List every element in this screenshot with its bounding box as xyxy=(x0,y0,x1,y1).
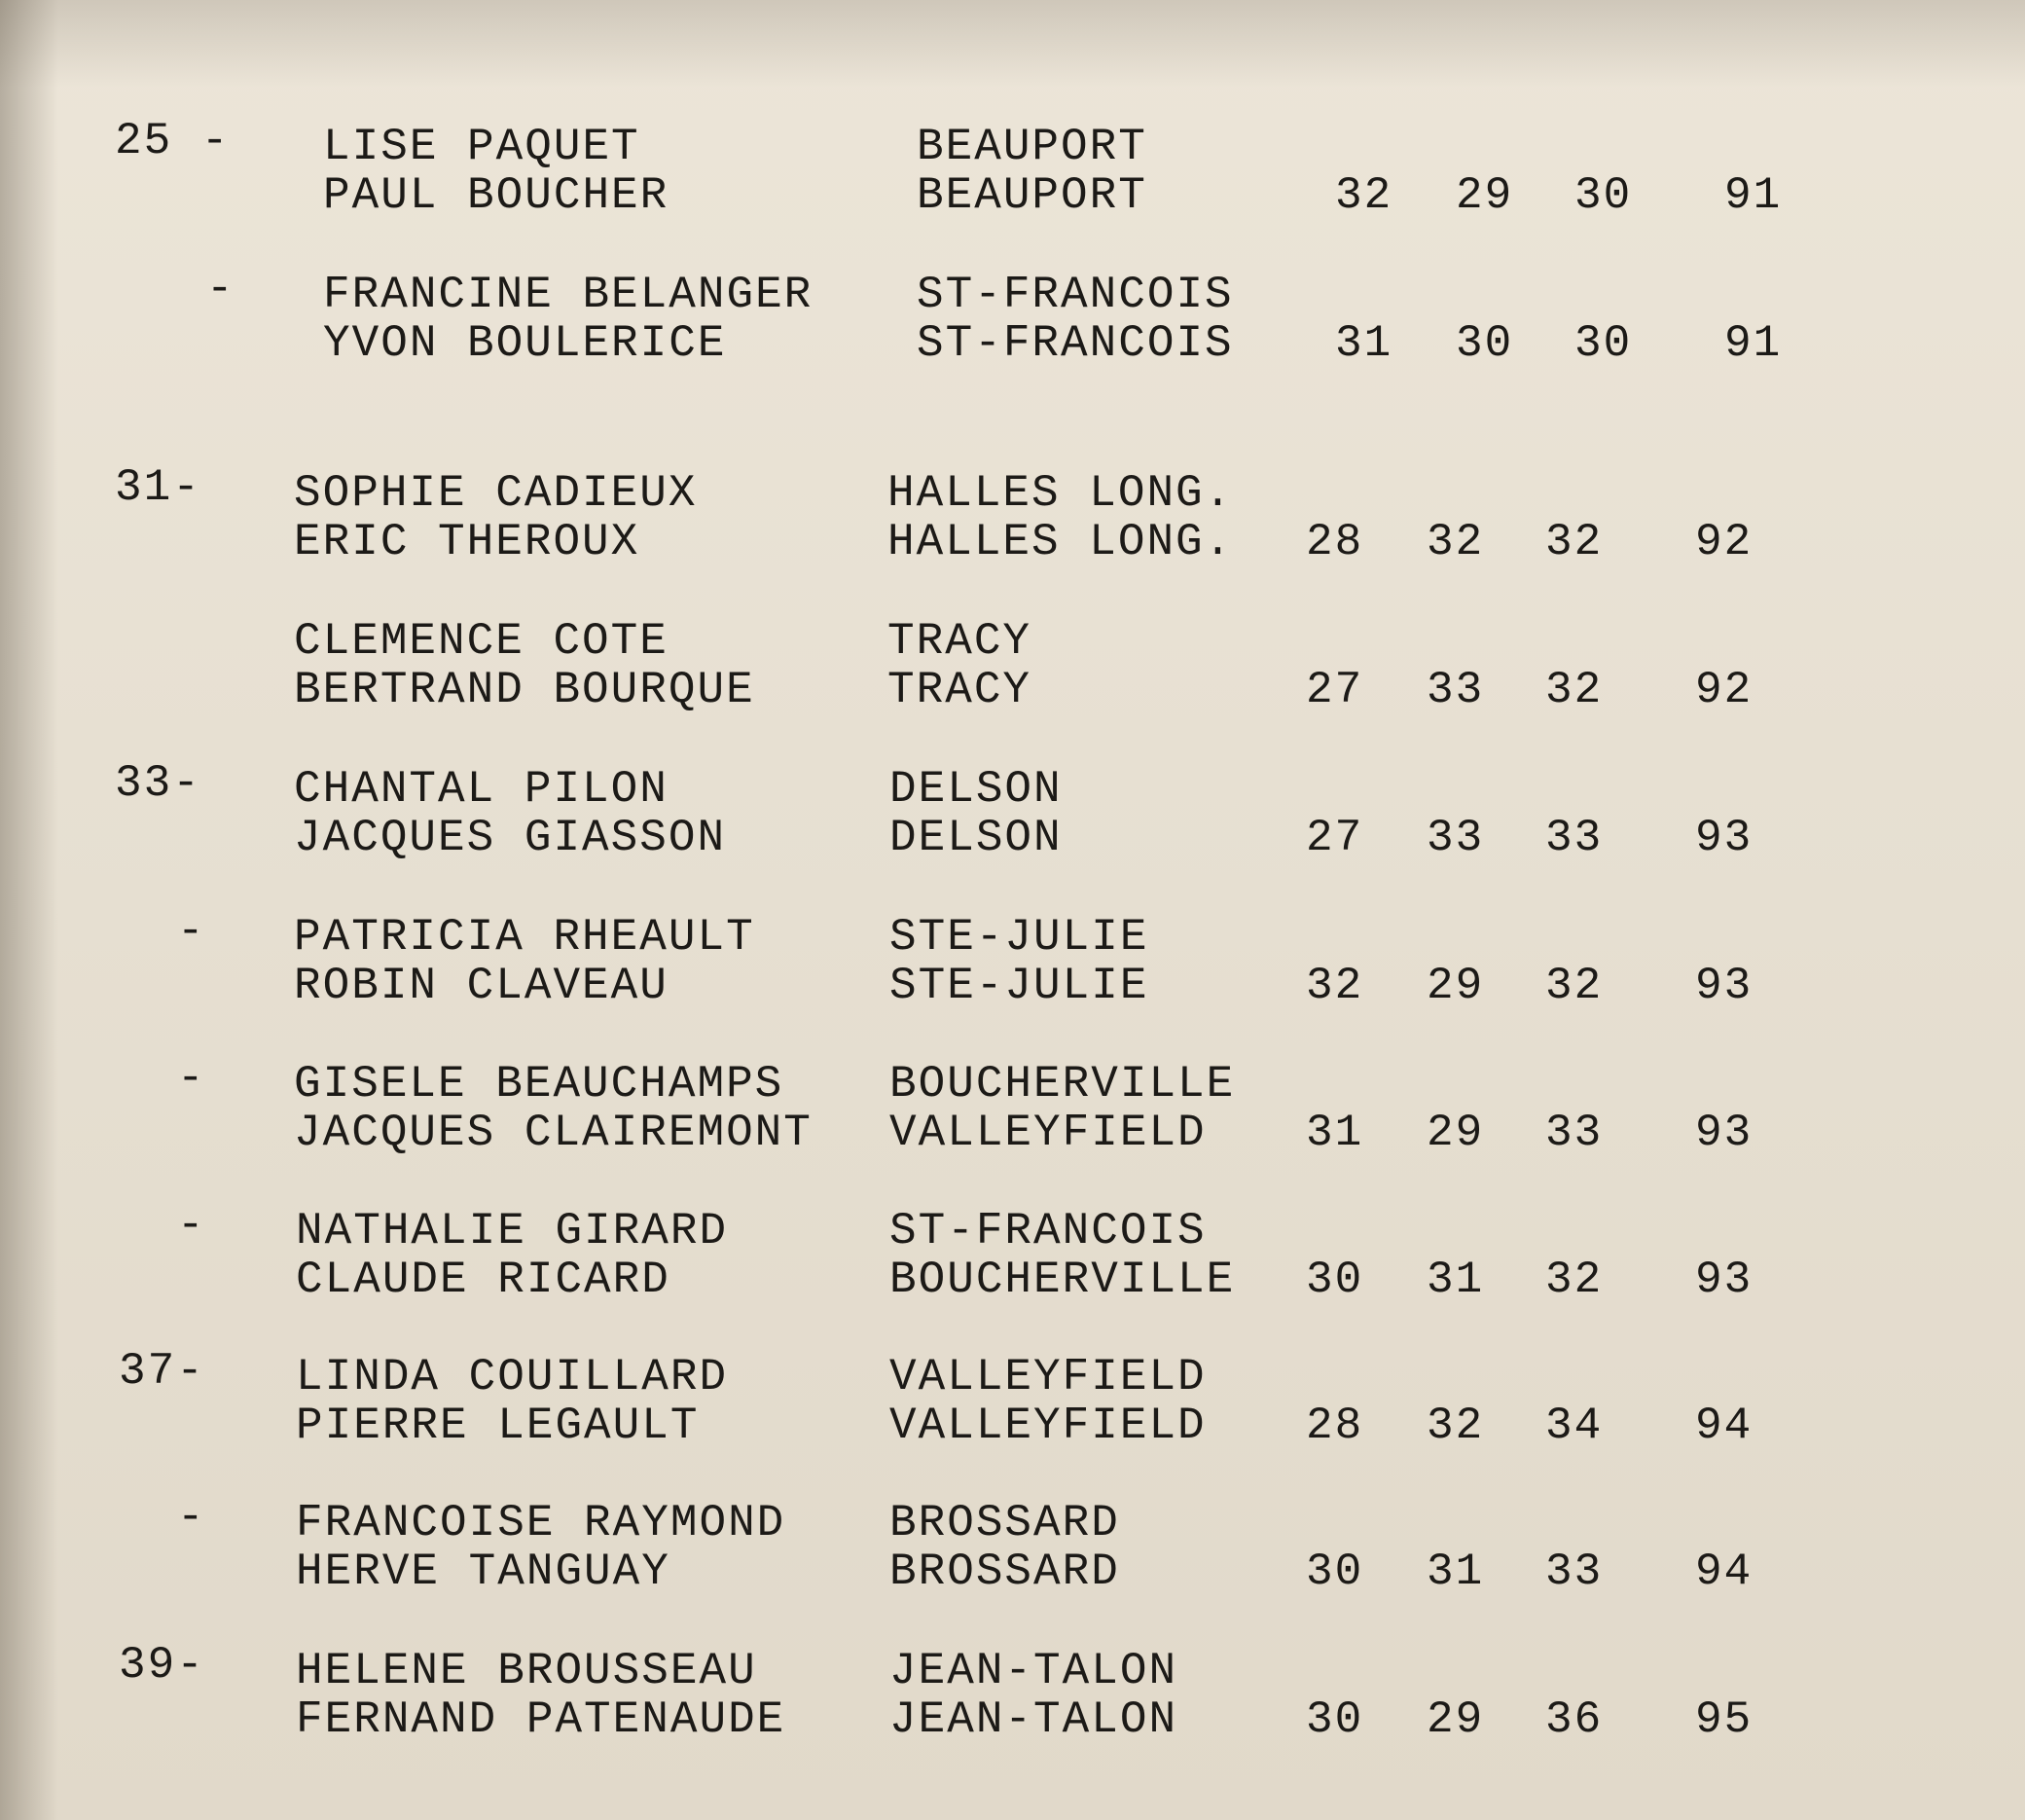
club-2: BROSSARD xyxy=(889,1547,1120,1597)
score-total: 93 xyxy=(1695,1255,1754,1305)
score-round-1: 32 xyxy=(1335,170,1393,221)
club-1: ST-FRANCOIS xyxy=(917,270,1234,320)
player-2: BERTRAND BOURQUE xyxy=(294,665,755,715)
score-round-1: 31 xyxy=(1306,1108,1364,1158)
score-round-3: 33 xyxy=(1545,1108,1604,1158)
score-round-2: 33 xyxy=(1427,813,1485,863)
score-round-1: 30 xyxy=(1306,1255,1364,1305)
rank: 37- xyxy=(119,1346,205,1397)
score-total: 92 xyxy=(1695,517,1754,567)
score-round-3: 32 xyxy=(1545,517,1604,567)
score-round-3: 33 xyxy=(1545,1547,1604,1597)
club-1: VALLEYFIELD xyxy=(889,1352,1207,1402)
result-row xyxy=(0,1201,2025,1308)
result-row xyxy=(0,1347,2025,1454)
player-2: ERIC THEROUX xyxy=(294,517,640,567)
club-2: TRACY xyxy=(887,665,1032,715)
score-total: 91 xyxy=(1724,318,1783,369)
rank: - xyxy=(177,1200,206,1251)
club-1: TRACY xyxy=(887,616,1032,667)
score-round-1: 28 xyxy=(1306,517,1364,567)
score-round-3: 30 xyxy=(1574,318,1633,369)
result-row xyxy=(0,759,2025,866)
player-1: NATHALIE GIRARD xyxy=(296,1206,729,1256)
score-round-2: 30 xyxy=(1456,318,1514,369)
club-2: STE-JULIE xyxy=(889,961,1149,1011)
club-2: VALLEYFIELD xyxy=(889,1108,1207,1158)
score-round-3: 32 xyxy=(1545,961,1604,1011)
club-2: DELSON xyxy=(889,813,1063,863)
score-total: 91 xyxy=(1724,170,1783,221)
rank: 31- xyxy=(115,462,201,513)
score-total: 95 xyxy=(1695,1694,1754,1745)
player-2: CLAUDE RICARD xyxy=(296,1255,670,1305)
score-round-2: 29 xyxy=(1427,1108,1485,1158)
player-2: PIERRE LEGAULT xyxy=(296,1401,700,1451)
club-1: HALLES LONG. xyxy=(887,468,1234,519)
rank: 25 - xyxy=(115,116,231,166)
player-1: HELENE BROUSSEAU xyxy=(296,1646,757,1696)
score-round-1: 30 xyxy=(1306,1547,1364,1597)
player-1: LISE PAQUET xyxy=(323,122,640,172)
club-2: ST-FRANCOIS xyxy=(917,318,1234,369)
score-total: 93 xyxy=(1695,961,1754,1011)
club-1: ST-FRANCOIS xyxy=(889,1206,1207,1256)
club-1: DELSON xyxy=(889,764,1063,815)
score-round-2: 29 xyxy=(1456,170,1514,221)
club-1: BROSSARD xyxy=(889,1498,1120,1548)
score-total: 93 xyxy=(1695,1108,1754,1158)
club-2: VALLEYFIELD xyxy=(889,1401,1207,1451)
score-round-2: 32 xyxy=(1427,1401,1485,1451)
club-1: STE-JULIE xyxy=(889,912,1149,963)
result-row xyxy=(0,1054,2025,1161)
score-round-2: 29 xyxy=(1427,1694,1485,1745)
player-2: HERVE TANGUAY xyxy=(296,1547,670,1597)
score-round-2: 29 xyxy=(1427,961,1485,1011)
player-2: JACQUES CLAIREMONT xyxy=(294,1108,813,1158)
score-round-3: 30 xyxy=(1574,170,1633,221)
score-round-3: 32 xyxy=(1545,1255,1604,1305)
rank: 39- xyxy=(119,1640,205,1691)
score-total: 94 xyxy=(1695,1401,1754,1451)
player-1: CLEMENCE COTE xyxy=(294,616,669,667)
player-1: LINDA COUILLARD xyxy=(296,1352,729,1402)
score-round-1: 30 xyxy=(1306,1694,1364,1745)
player-2: PAUL BOUCHER xyxy=(323,170,669,221)
top-shadow xyxy=(0,0,2025,88)
club-2: BEAUPORT xyxy=(917,170,1147,221)
score-round-3: 34 xyxy=(1545,1401,1604,1451)
score-total: 93 xyxy=(1695,813,1754,863)
score-round-1: 27 xyxy=(1306,665,1364,715)
score-round-2: 32 xyxy=(1427,517,1485,567)
result-row xyxy=(0,907,2025,1014)
player-2: JACQUES GIASSON xyxy=(294,813,727,863)
club-2: BOUCHERVILLE xyxy=(889,1255,1236,1305)
player-1: PATRICIA RHEAULT xyxy=(294,912,755,963)
rank: - xyxy=(177,1492,206,1543)
result-row xyxy=(0,117,2025,224)
score-total: 92 xyxy=(1695,665,1754,715)
score-total: 94 xyxy=(1695,1547,1754,1597)
result-row xyxy=(0,1641,2025,1748)
score-round-3: 36 xyxy=(1545,1694,1604,1745)
score-round-1: 28 xyxy=(1306,1401,1364,1451)
score-round-2: 33 xyxy=(1427,665,1485,715)
player-2: ROBIN CLAVEAU xyxy=(294,961,669,1011)
score-round-1: 32 xyxy=(1306,961,1364,1011)
player-1: FRANCINE BELANGER xyxy=(323,270,814,320)
score-round-3: 32 xyxy=(1545,665,1604,715)
score-round-2: 31 xyxy=(1427,1255,1485,1305)
club-2: HALLES LONG. xyxy=(887,517,1234,567)
rank: - xyxy=(177,906,206,957)
rank: 33- xyxy=(115,758,201,809)
club-2: JEAN-TALON xyxy=(889,1694,1178,1745)
result-row xyxy=(0,265,2025,372)
player-1: CHANTAL PILON xyxy=(294,764,669,815)
club-1: BEAUPORT xyxy=(917,122,1147,172)
player-2: YVON BOULERICE xyxy=(323,318,727,369)
player-1: FRANCOISE RAYMOND xyxy=(296,1498,786,1548)
player-1: SOPHIE CADIEUX xyxy=(294,468,698,519)
rank: - xyxy=(206,264,235,314)
club-1: JEAN-TALON xyxy=(889,1646,1178,1696)
club-1: BOUCHERVILLE xyxy=(889,1059,1236,1110)
player-1: GISELE BEAUCHAMPS xyxy=(294,1059,784,1110)
score-round-1: 27 xyxy=(1306,813,1364,863)
result-row xyxy=(0,611,2025,718)
result-row xyxy=(0,463,2025,570)
rank: - xyxy=(177,1053,206,1104)
score-round-3: 33 xyxy=(1545,813,1604,863)
score-round-2: 31 xyxy=(1427,1547,1485,1597)
player-2: FERNAND PATENAUDE xyxy=(296,1694,786,1745)
score-round-1: 31 xyxy=(1335,318,1393,369)
result-row xyxy=(0,1493,2025,1600)
